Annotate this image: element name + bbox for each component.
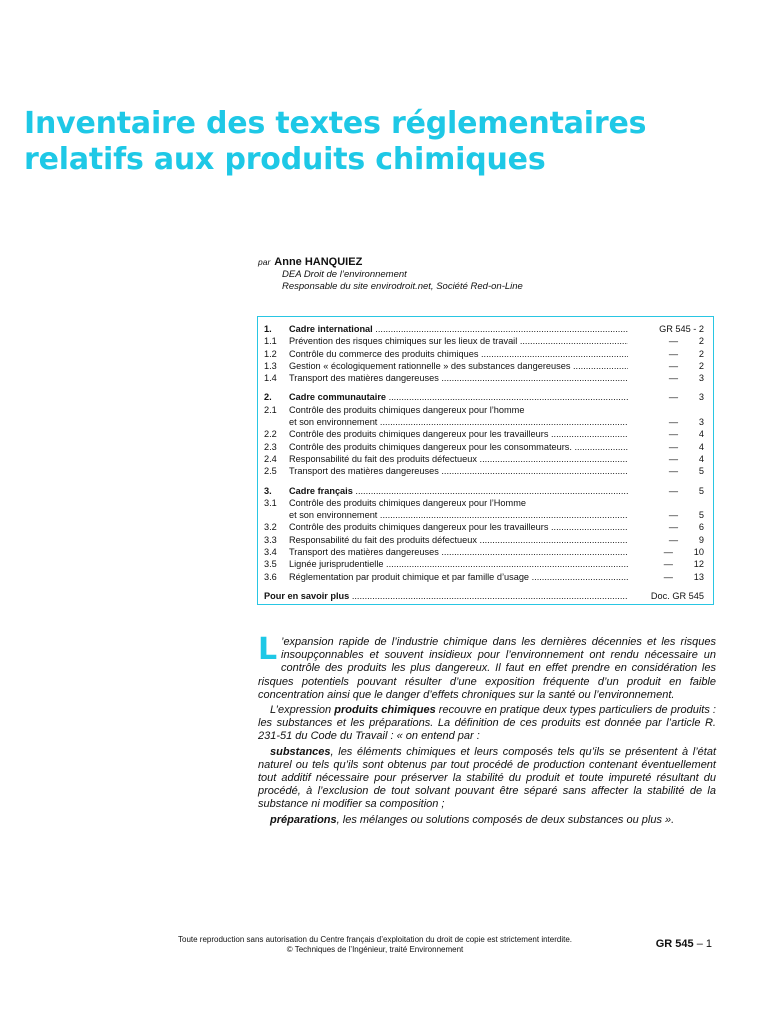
toc-number: 2.1 bbox=[264, 404, 277, 415]
toc-entry-text: Contrôle des produits chimiques dangereux pour les travailleurs ..... bbox=[289, 521, 628, 533]
toc-row bbox=[264, 428, 704, 440]
author-degree: DEA Droit de l’environnement bbox=[282, 269, 407, 280]
toc-page: — 4 bbox=[668, 429, 704, 440]
page-title bbox=[24, 106, 744, 178]
toc-number: 2. bbox=[264, 392, 272, 403]
toc-row bbox=[264, 521, 704, 533]
toc-number: 1.4 bbox=[264, 373, 277, 384]
toc-entry-text: Contrôle des produits chimiques dangereux pour les travailleurs ..... bbox=[289, 428, 628, 440]
toc-page: — 3 bbox=[668, 417, 704, 428]
toc-row bbox=[264, 453, 704, 465]
toc-entry-text: Lignée jurisprudentielle ..... bbox=[289, 558, 628, 570]
toc-page: — 6 bbox=[668, 522, 704, 533]
toc-page: — 5 bbox=[668, 510, 704, 521]
toc-row bbox=[264, 465, 704, 477]
toc-row bbox=[264, 441, 704, 453]
author-affiliation: Responsable du site envirodroit.net, Société Red-on-Line bbox=[282, 281, 523, 292]
toc-row bbox=[264, 416, 704, 428]
toc-number: 3.6 bbox=[264, 571, 277, 582]
toc-number: 1. bbox=[264, 324, 272, 334]
title-line-1: Inventaire des textes réglementaires bbox=[24, 106, 647, 141]
title-line-2: relatifs aux produits chimiques bbox=[24, 142, 546, 177]
toc-page: — 9 bbox=[668, 534, 704, 545]
toc-page: — 4 bbox=[668, 441, 704, 452]
toc-entry-text: Réglementation par produit chimique et par famille d’usage ..... bbox=[289, 571, 628, 583]
toc-page: — 12 bbox=[663, 559, 704, 570]
toc-row bbox=[264, 546, 704, 558]
toc-row bbox=[264, 509, 704, 521]
preparations-paragraph: préparations, les mélanges ou solutions composés de deux substances ou plus ». bbox=[270, 813, 675, 826]
toc-page: — 4 bbox=[668, 453, 704, 464]
toc-page: — 3 bbox=[668, 373, 704, 384]
table-of-contents bbox=[257, 316, 714, 605]
author-prefix: par bbox=[258, 257, 271, 267]
intro-paragraph: L ’expansion rapide de l’industrie chimique dans les dernières décennies et les risques insoupçonnables et souvent insidieux pour l’environnement ont rendu nécessaire un contrôle des produits les plus dangereux. Il faut en effet prendre en considération les risques potentiels pouvant résulter d’une exposition fréquente d’un produit en faible concentration ainsi que le danger d’effets chroniques sur la santé ou l’environnement. bbox=[258, 632, 716, 701]
toc-entry-text: et son environnement ..... bbox=[289, 416, 628, 428]
toc-page: — 5 bbox=[668, 485, 704, 496]
toc-number: 2.3 bbox=[264, 441, 277, 452]
toc-page: — 10 bbox=[663, 547, 704, 558]
author-name: Anne HANQUIEZ bbox=[274, 256, 363, 268]
toc-number: 2.4 bbox=[264, 453, 277, 464]
toc-number: 3.3 bbox=[264, 534, 277, 545]
toc-entry-text: Contrôle des produits chimiques dangereux pour l’Homme bbox=[289, 497, 526, 508]
toc-entry-text: Responsabilité du fait des produits défectueux ..... bbox=[289, 534, 628, 546]
toc-entry-text: Cadre français ..... bbox=[289, 485, 628, 497]
toc-entry-text: Transport des matières dangereuses ..... bbox=[289, 372, 628, 384]
toc-page: — 5 bbox=[668, 466, 704, 477]
page-reference: GR 545 – 1 bbox=[655, 938, 712, 950]
toc-entry-text: Cadre international ..... bbox=[289, 323, 628, 335]
toc-page: GR 545 - 2 bbox=[659, 324, 704, 334]
article-body bbox=[258, 632, 716, 829]
toc-page: — 13 bbox=[663, 571, 704, 582]
toc-page: — 3 bbox=[668, 392, 704, 403]
toc-number: 2.5 bbox=[264, 466, 277, 477]
toc-row bbox=[264, 571, 704, 583]
toc-number: 1.3 bbox=[264, 360, 277, 371]
toc-number: 3.2 bbox=[264, 522, 277, 533]
toc-number: 1.1 bbox=[264, 336, 277, 347]
toc-page: Doc. GR 545 bbox=[650, 590, 704, 601]
toc-number: 2.2 bbox=[264, 429, 277, 440]
toc-entry-text: Contrôle des produits chimiques dangereux pour l’homme bbox=[289, 404, 525, 415]
toc-row bbox=[264, 534, 704, 546]
toc-row bbox=[264, 590, 704, 602]
toc-entry-text: Pour en savoir plus ..... bbox=[264, 590, 628, 602]
toc-entry-text: Contrôle des produits chimiques dangereux pour les consommateurs. ..... bbox=[289, 441, 628, 453]
toc-page: — 2 bbox=[668, 336, 704, 347]
toc-row bbox=[264, 558, 704, 570]
toc-number: 1.2 bbox=[264, 348, 277, 359]
toc-entry-text: Prévention des risques chimiques sur les lieux de travail ..... bbox=[289, 335, 628, 347]
toc-entry-text: Transport des matières dangereuses ..... bbox=[289, 465, 628, 477]
toc-number: 3. bbox=[264, 485, 272, 496]
toc-entry-text: Contrôle du commerce des produits chimiques ..... bbox=[289, 348, 628, 360]
toc-row bbox=[264, 323, 704, 335]
toc-entry-text: Transport des matières dangereuses ..... bbox=[289, 546, 628, 558]
toc-row bbox=[264, 497, 704, 509]
author-block bbox=[258, 256, 718, 293]
toc-row bbox=[264, 335, 704, 347]
toc-page: — 2 bbox=[668, 348, 704, 359]
toc-entry-text: Gestion « écologiquement rationnelle » des substances dangereuses ..... bbox=[289, 360, 628, 372]
definition-paragraph: L’expression produits chimiques recouvre en pratique deux types particuliers de produits : les substances et les préparations. La définition de ces produits est donnée par l’article R. 231-51 du Code du Travail : « on entend par : bbox=[258, 704, 716, 743]
copyright-notice: Toute reproduction sans autorisation du Centre français d’exploitation du droit de copie est strictement interdite. © Techniques de l’Ingénieur, traité Environnement bbox=[178, 935, 572, 954]
toc-entry-text: Responsabilité du fait des produits défectueux ..... bbox=[289, 453, 628, 465]
toc-number: 3.4 bbox=[264, 547, 277, 558]
toc-row bbox=[264, 360, 704, 372]
toc-row bbox=[264, 485, 704, 497]
toc-entry-text: Cadre communautaire ..... bbox=[289, 391, 628, 403]
drop-cap: L bbox=[258, 632, 278, 667]
toc-row bbox=[264, 391, 704, 403]
toc-page: — 2 bbox=[668, 360, 704, 371]
toc-entry-text: et son environnement ..... bbox=[289, 509, 628, 521]
toc-row bbox=[264, 348, 704, 360]
substances-paragraph: substances, les éléments chimiques et leurs composés tels qu’ils se présentent à l’état naturel ou tels qu’ils sont obtenus par tout procédé de production contenant éventuellement tout additif nécessaire pour préserver la stabilité du produit et toute impureté résultant du procédé, à l’exclusion de tout solvant pouvant être séparé sans affecter la stabilité de la substance ni modifier sa composition ; bbox=[258, 745, 716, 811]
toc-number: 3.1 bbox=[264, 497, 277, 508]
toc-number: 3.5 bbox=[264, 559, 277, 570]
toc-row bbox=[264, 404, 704, 416]
toc-row bbox=[264, 372, 704, 384]
